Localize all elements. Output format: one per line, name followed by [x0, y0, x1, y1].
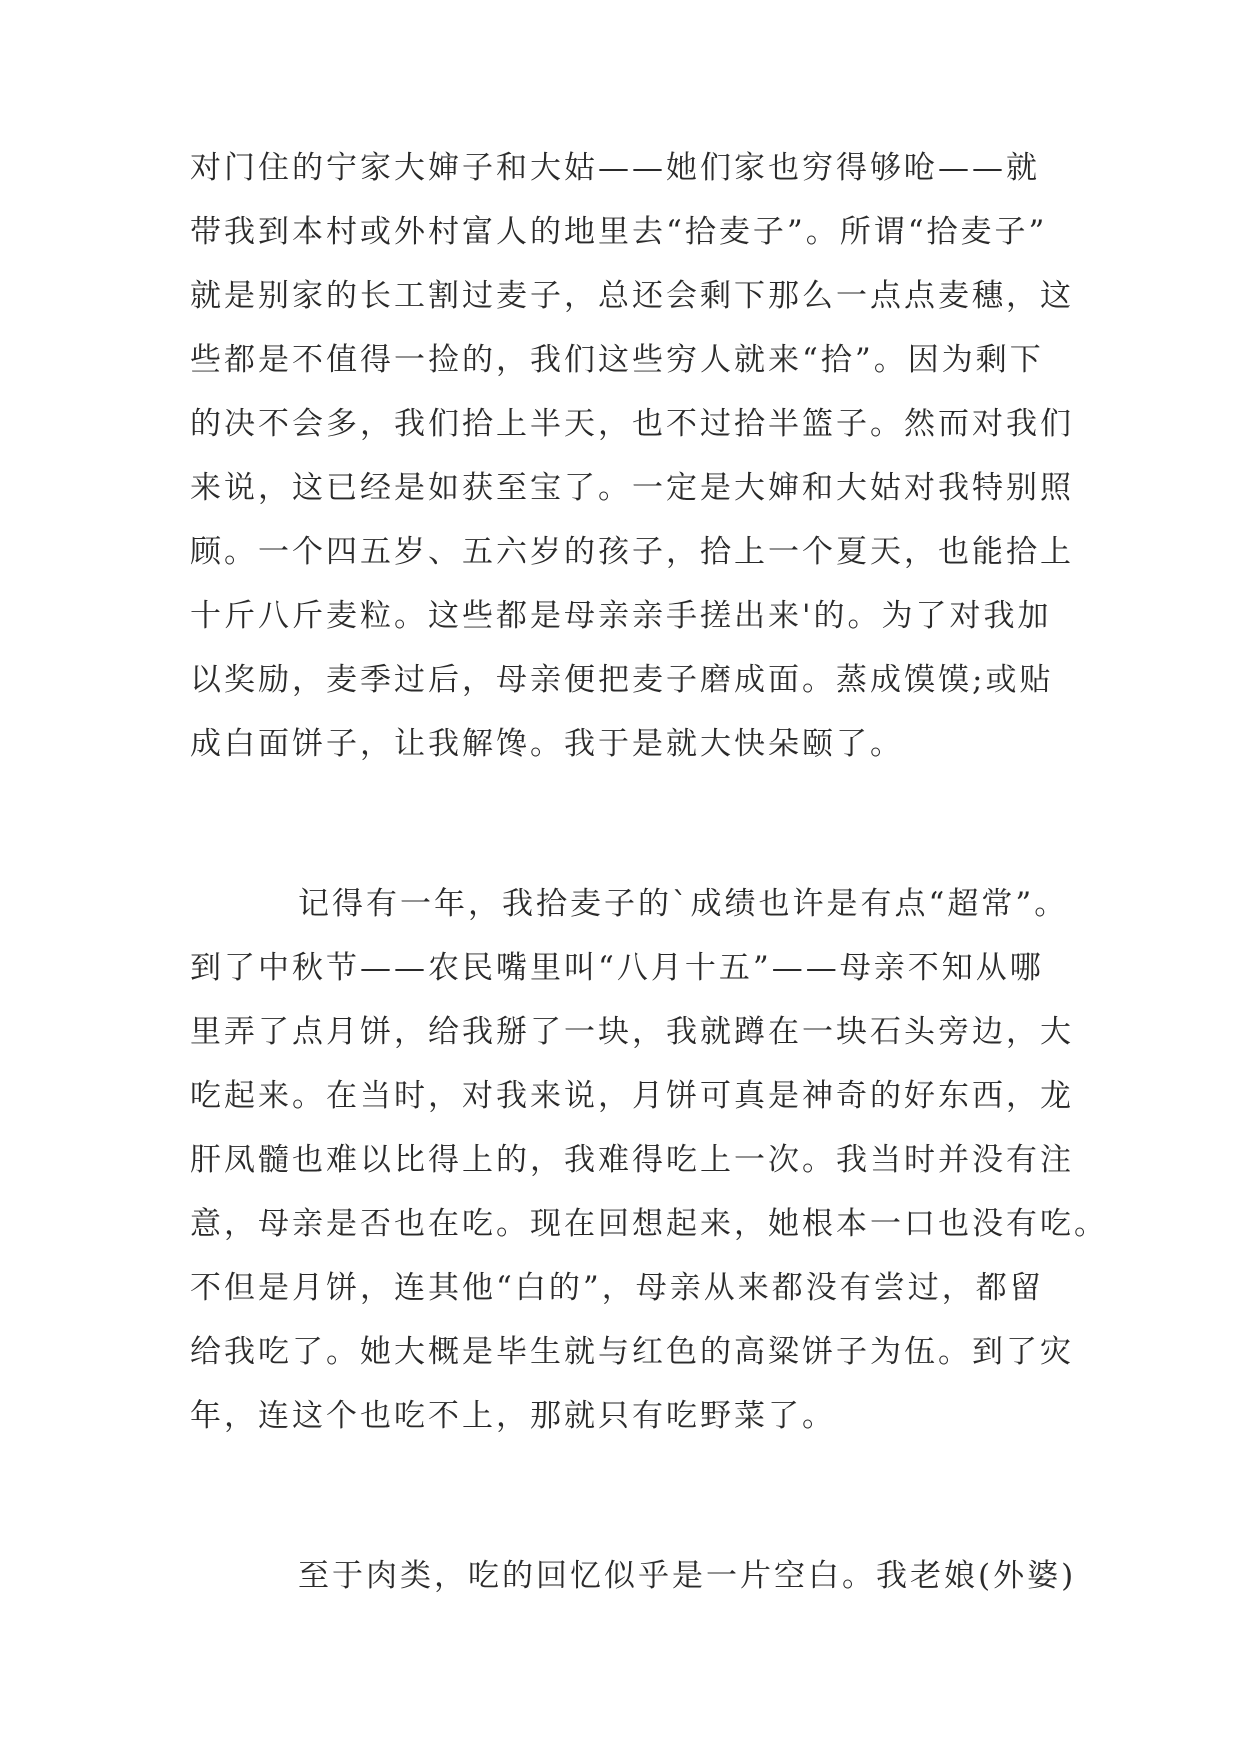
text-line: 肝凤髓也难以比得上的，我难得吃上一次。我当时并没有注 [190, 1142, 1074, 1178]
text-line: 吃起来。在当时，对我来说，月饼可真是神奇的好东西，龙 [190, 1078, 1074, 1114]
text-line: 给我吃了。她大概是毕生就与红色的高粱饼子为伍。到了灾 [190, 1334, 1074, 1370]
text-line: 记得有一年，我拾麦子的`成绩也许是有点“超常”。 [298, 886, 1069, 922]
text-line: 意，母亲是否也在吃。现在回想起来，她根本一口也没有吃。 [190, 1206, 1108, 1242]
text-line: 里弄了点月饼，给我掰了一块，我就蹲在一块石头旁边，大 [190, 1014, 1074, 1050]
text-line: 对门住的宁家大婶子和大姑——她们家也穷得够呛——就 [190, 150, 1040, 186]
text-line: 成白面饼子，让我解馋。我于是就大快朵颐了。 [190, 726, 904, 762]
text-line: 带我到本村或外村富人的地里去“拾麦子”。所谓“拾麦子” [190, 214, 1048, 250]
text-line: 至于肉类，吃的回忆似乎是一片空白。我老娘(外婆) [298, 1558, 1077, 1594]
text-line: 不但是月饼，连其他“白的”，母亲从来都没有尝过，都留 [190, 1270, 1044, 1306]
text-line: 的决不会多，我们拾上半天，也不过拾半篮子。然而对我们 [190, 406, 1074, 442]
text-line: 来说，这已经是如获至宝了。一定是大婶和大姑对我特别照 [190, 470, 1074, 506]
text-line: 到了中秋节——农民嘴里叫“八月十五”——母亲不知从哪 [190, 950, 1044, 986]
text-line: 以奖励，麦季过后，母亲便把麦子磨成面。蒸成馍馍;或贴 [190, 662, 1054, 698]
text-line: 些都是不值得一捡的，我们这些穷人就来“拾”。因为剩下 [190, 342, 1044, 378]
text-line: 就是别家的长工割过麦子，总还会剩下那么一点点麦穗，这 [190, 278, 1074, 314]
text-line: 十斤八斤麦粒。这些都是母亲亲手搓出来'的。为了对我加 [190, 598, 1052, 634]
text-line: 年，连这个也吃不上，那就只有吃野菜了。 [190, 1398, 836, 1434]
text-line: 顾。一个四五岁、五六岁的孩子，拾上一个夏天，也能拾上 [190, 534, 1074, 570]
